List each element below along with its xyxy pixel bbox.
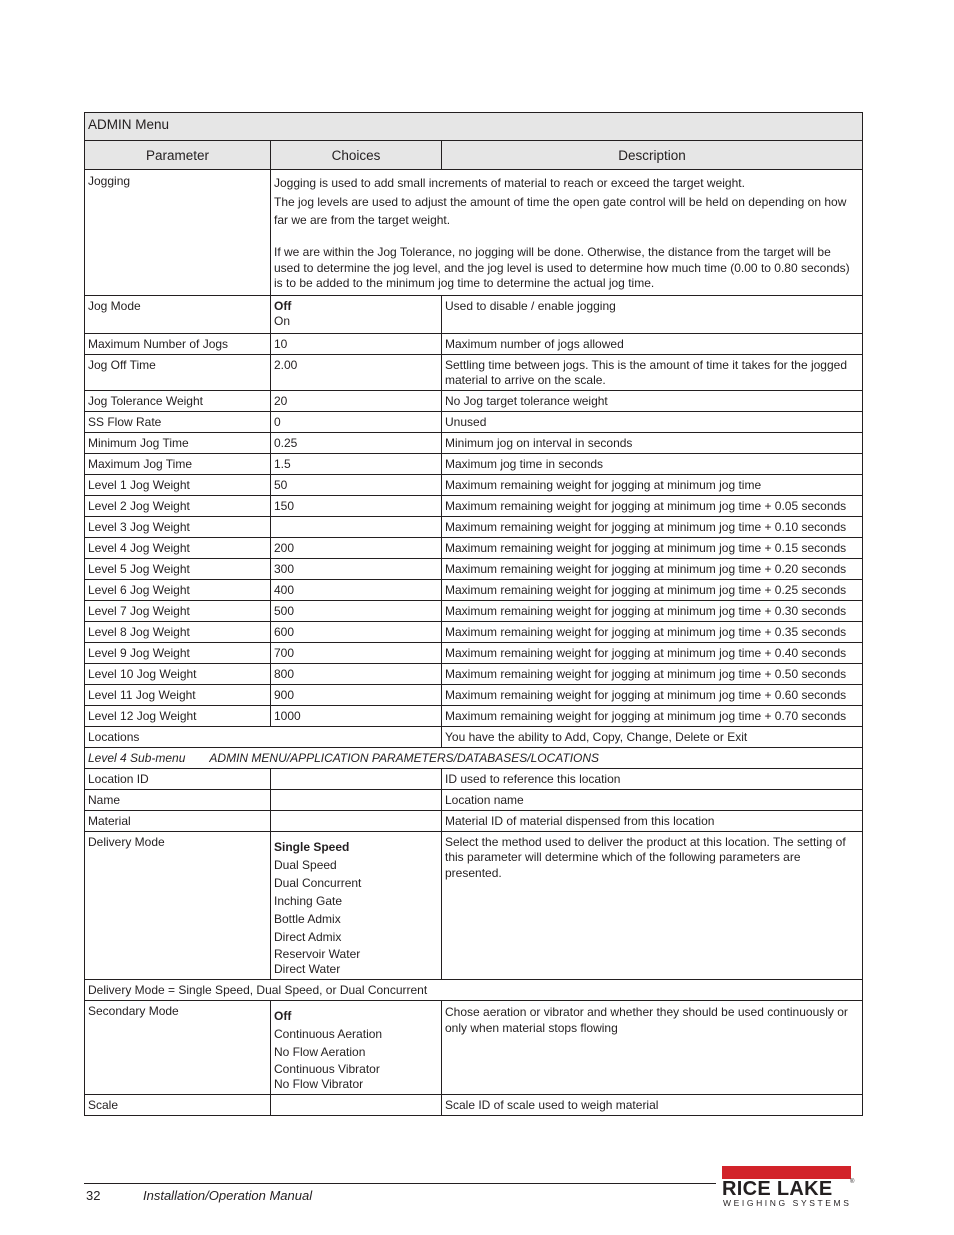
- jogging-label: Jogging: [85, 170, 271, 296]
- jogging-para-2: If we are within the Jog Tolerance, no jogging will be done. Otherwise, the distance from the target will be used to determine the jog level, and the jog level is used to determine how much time (0.00 to 0.80 seconds) is to be added to the minimum jog time to determine the actual jog time.: [274, 245, 850, 290]
- parameter-choice: 0.25: [271, 432, 442, 453]
- parameter-row: [85, 558, 863, 579]
- delivery-choice-default: Single Speed: [274, 839, 350, 854]
- scale-desc: Scale ID of scale used to weigh material: [442, 1094, 863, 1115]
- parameter-row: [85, 516, 863, 537]
- parameter-param: SS Flow Rate: [85, 411, 271, 432]
- locations-row: [85, 726, 863, 747]
- admin-menu-table: [84, 112, 863, 1116]
- parameter-row: [85, 600, 863, 621]
- parameter-row: [85, 453, 863, 474]
- parameter-choice: 1.5: [271, 453, 442, 474]
- parameter-desc: Maximum remaining weight for jogging at minimum jog time + 0.25 seconds: [442, 579, 863, 600]
- parameter-param: Level 9 Jog Weight: [85, 642, 271, 663]
- parameter-desc: Maximum remaining weight for jogging at minimum jog time + 0.60 seconds: [442, 684, 863, 705]
- parameter-param: Level 4 Jog Weight: [85, 537, 271, 558]
- location-choice: [271, 768, 442, 789]
- parameter-param: Jog Tolerance Weight: [85, 390, 271, 411]
- parameter-desc: Unused: [442, 411, 863, 432]
- parameter-row: [85, 663, 863, 684]
- parameter-param: Level 10 Jog Weight: [85, 663, 271, 684]
- parameter-choice: 150: [271, 495, 442, 516]
- header-description: Description: [442, 141, 863, 170]
- parameter-choice: 20: [271, 390, 442, 411]
- jog-mode-choice-default: Off: [274, 298, 292, 313]
- parameter-param: Level 3 Jog Weight: [85, 516, 271, 537]
- parameter-desc: Maximum remaining weight for jogging at minimum jog time + 0.20 seconds: [442, 558, 863, 579]
- submenu-row: [85, 747, 863, 768]
- parameter-choice: 700: [271, 642, 442, 663]
- submenu-path-cell: [85, 747, 863, 768]
- location-row: [85, 810, 863, 831]
- jogging-row: [85, 170, 863, 296]
- scale-row: [85, 1094, 863, 1115]
- parameter-row: [85, 432, 863, 453]
- delivery-section-label: Delivery Mode = Single Speed, Dual Speed, or Dual Concurrent: [85, 979, 863, 1000]
- parameter-param: Jog Off Time: [85, 354, 271, 390]
- delivery-choice: Direct Water: [274, 961, 341, 976]
- secondary-choice: No Flow Vibrator: [274, 1076, 364, 1091]
- parameter-choice: 300: [271, 558, 442, 579]
- location-desc: Material ID of material dispensed from this location: [442, 810, 863, 831]
- rice-lake-logo: [722, 1166, 856, 1211]
- location-row: [85, 789, 863, 810]
- parameter-row: [85, 333, 863, 354]
- delivery-choice: Dual Speed: [274, 857, 337, 872]
- location-desc: ID used to reference this location: [442, 768, 863, 789]
- parameter-row: [85, 390, 863, 411]
- menu-title-row: [85, 113, 863, 141]
- parameter-desc: Maximum remaining weight for jogging at minimum jog time + 0.10 seconds: [442, 516, 863, 537]
- delivery-mode-desc: Select the method used to deliver the product at this location. The setting of this parameter will determine which of the following parameters are presented.: [442, 831, 863, 979]
- secondary-mode-desc: Chose aeration or vibrator and whether they should be used continuously or only when material stops flowing: [442, 1000, 863, 1094]
- parameter-param: Maximum Jog Time: [85, 453, 271, 474]
- delivery-section-row: [85, 979, 863, 1000]
- secondary-choice: Continuous Vibrator: [274, 1061, 380, 1076]
- parameter-param: Level 11 Jog Weight: [85, 684, 271, 705]
- secondary-mode-param: Secondary Mode: [85, 1000, 271, 1094]
- secondary-choice: Continuous Aeration: [274, 1026, 383, 1041]
- parameter-row: [85, 705, 863, 726]
- jog-mode-choice: On: [274, 313, 291, 328]
- parameter-param: Level 2 Jog Weight: [85, 495, 271, 516]
- delivery-choice: Direct Admix: [274, 929, 342, 944]
- delivery-mode-row: [85, 831, 863, 979]
- parameter-param: Level 6 Jog Weight: [85, 579, 271, 600]
- parameter-row: [85, 354, 863, 390]
- parameter-desc: Settling time between jogs. This is the amount of time it takes for the jogged material to arrive on the scale.: [442, 354, 863, 390]
- parameter-choice: 10: [271, 333, 442, 354]
- secondary-mode-row: [85, 1000, 863, 1094]
- jog-mode-row: [85, 295, 863, 333]
- delivery-choice: Reservoir Water: [274, 946, 361, 961]
- logo-subtext: WEIGHING SYSTEMS: [723, 1198, 852, 1208]
- location-row: [85, 768, 863, 789]
- parameter-desc: Maximum number of jogs allowed: [442, 333, 863, 354]
- menu-title: ADMIN Menu: [85, 113, 863, 141]
- parameter-choice: 200: [271, 537, 442, 558]
- manual-title: Installation/Operation Manual: [143, 1188, 313, 1203]
- parameter-desc: Maximum jog time in seconds: [442, 453, 863, 474]
- submenu-path: ADMIN MENU/APPLICATION PARAMETERS/DATABASES/LOCATIONS: [209, 750, 600, 765]
- parameter-choice: 400: [271, 579, 442, 600]
- parameter-param: Level 5 Jog Weight: [85, 558, 271, 579]
- delivery-mode-param: Delivery Mode: [85, 831, 271, 979]
- parameter-param: Minimum Jog Time: [85, 432, 271, 453]
- location-choice: [271, 789, 442, 810]
- parameter-param: Level 12 Jog Weight: [85, 705, 271, 726]
- secondary-mode-choices: [271, 1000, 442, 1094]
- parameter-row: [85, 684, 863, 705]
- location-param: Location ID: [85, 768, 271, 789]
- parameter-desc: Maximum remaining weight for jogging at minimum jog time: [442, 474, 863, 495]
- jogging-description: [271, 170, 863, 296]
- scale-param: Scale: [85, 1094, 271, 1115]
- parameter-choice: [271, 516, 442, 537]
- parameter-param: Maximum Number of Jogs: [85, 333, 271, 354]
- location-param: Name: [85, 789, 271, 810]
- parameter-row: [85, 579, 863, 600]
- parameter-choice: 600: [271, 621, 442, 642]
- parameter-row: [85, 495, 863, 516]
- parameter-row: [85, 537, 863, 558]
- jogging-para-1b: The jog levels are used to adjust the amount of time the open gate control will be held on depending on how far we are from the target weight.: [274, 195, 847, 227]
- parameter-choice: 1000: [271, 705, 442, 726]
- location-param: Material: [85, 810, 271, 831]
- parameter-row: [85, 474, 863, 495]
- parameter-param: Level 8 Jog Weight: [85, 621, 271, 642]
- submenu-level: Level 4 Sub-menu: [88, 750, 186, 765]
- header-parameter: Parameter: [85, 141, 271, 170]
- header-choices: Choices: [271, 141, 442, 170]
- parameter-param: Level 1 Jog Weight: [85, 474, 271, 495]
- parameter-desc: Maximum remaining weight for jogging at minimum jog time + 0.35 seconds: [442, 621, 863, 642]
- parameter-choice: 500: [271, 600, 442, 621]
- registered-mark: ®: [850, 1179, 855, 1185]
- secondary-choice-default: Off: [274, 1008, 292, 1023]
- parameter-param: Level 7 Jog Weight: [85, 600, 271, 621]
- parameter-desc: Minimum jog on interval in seconds: [442, 432, 863, 453]
- location-rows: [85, 768, 863, 831]
- parameter-row: [85, 411, 863, 432]
- secondary-choice: No Flow Aeration: [274, 1044, 366, 1059]
- locations-label: Locations: [85, 726, 442, 747]
- parameter-desc: No Jog target tolerance weight: [442, 390, 863, 411]
- parameter-choice: 800: [271, 663, 442, 684]
- parameter-desc: Maximum remaining weight for jogging at minimum jog time + 0.15 seconds: [442, 537, 863, 558]
- delivery-choice: Bottle Admix: [274, 911, 341, 926]
- parameter-rows: [85, 333, 863, 726]
- jog-mode-choices: [271, 295, 442, 333]
- footer-rule: [84, 1183, 716, 1184]
- delivery-choice: Inching Gate: [274, 893, 343, 908]
- location-choice: [271, 810, 442, 831]
- logo-text: RICE LAKE: [722, 1178, 833, 1200]
- scale-choice: [271, 1094, 442, 1115]
- location-desc: Location name: [442, 789, 863, 810]
- parameter-desc: Maximum remaining weight for jogging at minimum jog time + 0.05 seconds: [442, 495, 863, 516]
- parameter-choice: 0: [271, 411, 442, 432]
- page-number: 32: [86, 1188, 101, 1203]
- parameter-desc: Maximum remaining weight for jogging at minimum jog time + 0.50 seconds: [442, 663, 863, 684]
- jog-mode-param: Jog Mode: [85, 295, 271, 333]
- delivery-choice: Dual Concurrent: [274, 875, 362, 890]
- header-row: [85, 141, 863, 170]
- parameter-row: [85, 642, 863, 663]
- jogging-para-1a: Jogging is used to add small increments of material to reach or exceed the target weight.: [274, 176, 745, 190]
- parameter-row: [85, 621, 863, 642]
- jog-mode-desc: Used to disable / enable jogging: [442, 295, 863, 333]
- delivery-mode-choices: [271, 831, 442, 979]
- locations-desc: You have the ability to Add, Copy, Change, Delete or Exit: [442, 726, 863, 747]
- parameter-choice: 50: [271, 474, 442, 495]
- parameter-desc: Maximum remaining weight for jogging at minimum jog time + 0.40 seconds: [442, 642, 863, 663]
- parameter-choice: 2.00: [271, 354, 442, 390]
- parameter-desc: Maximum remaining weight for jogging at minimum jog time + 0.70 seconds: [442, 705, 863, 726]
- parameter-choice: 900: [271, 684, 442, 705]
- parameter-desc: Maximum remaining weight for jogging at minimum jog time + 0.30 seconds: [442, 600, 863, 621]
